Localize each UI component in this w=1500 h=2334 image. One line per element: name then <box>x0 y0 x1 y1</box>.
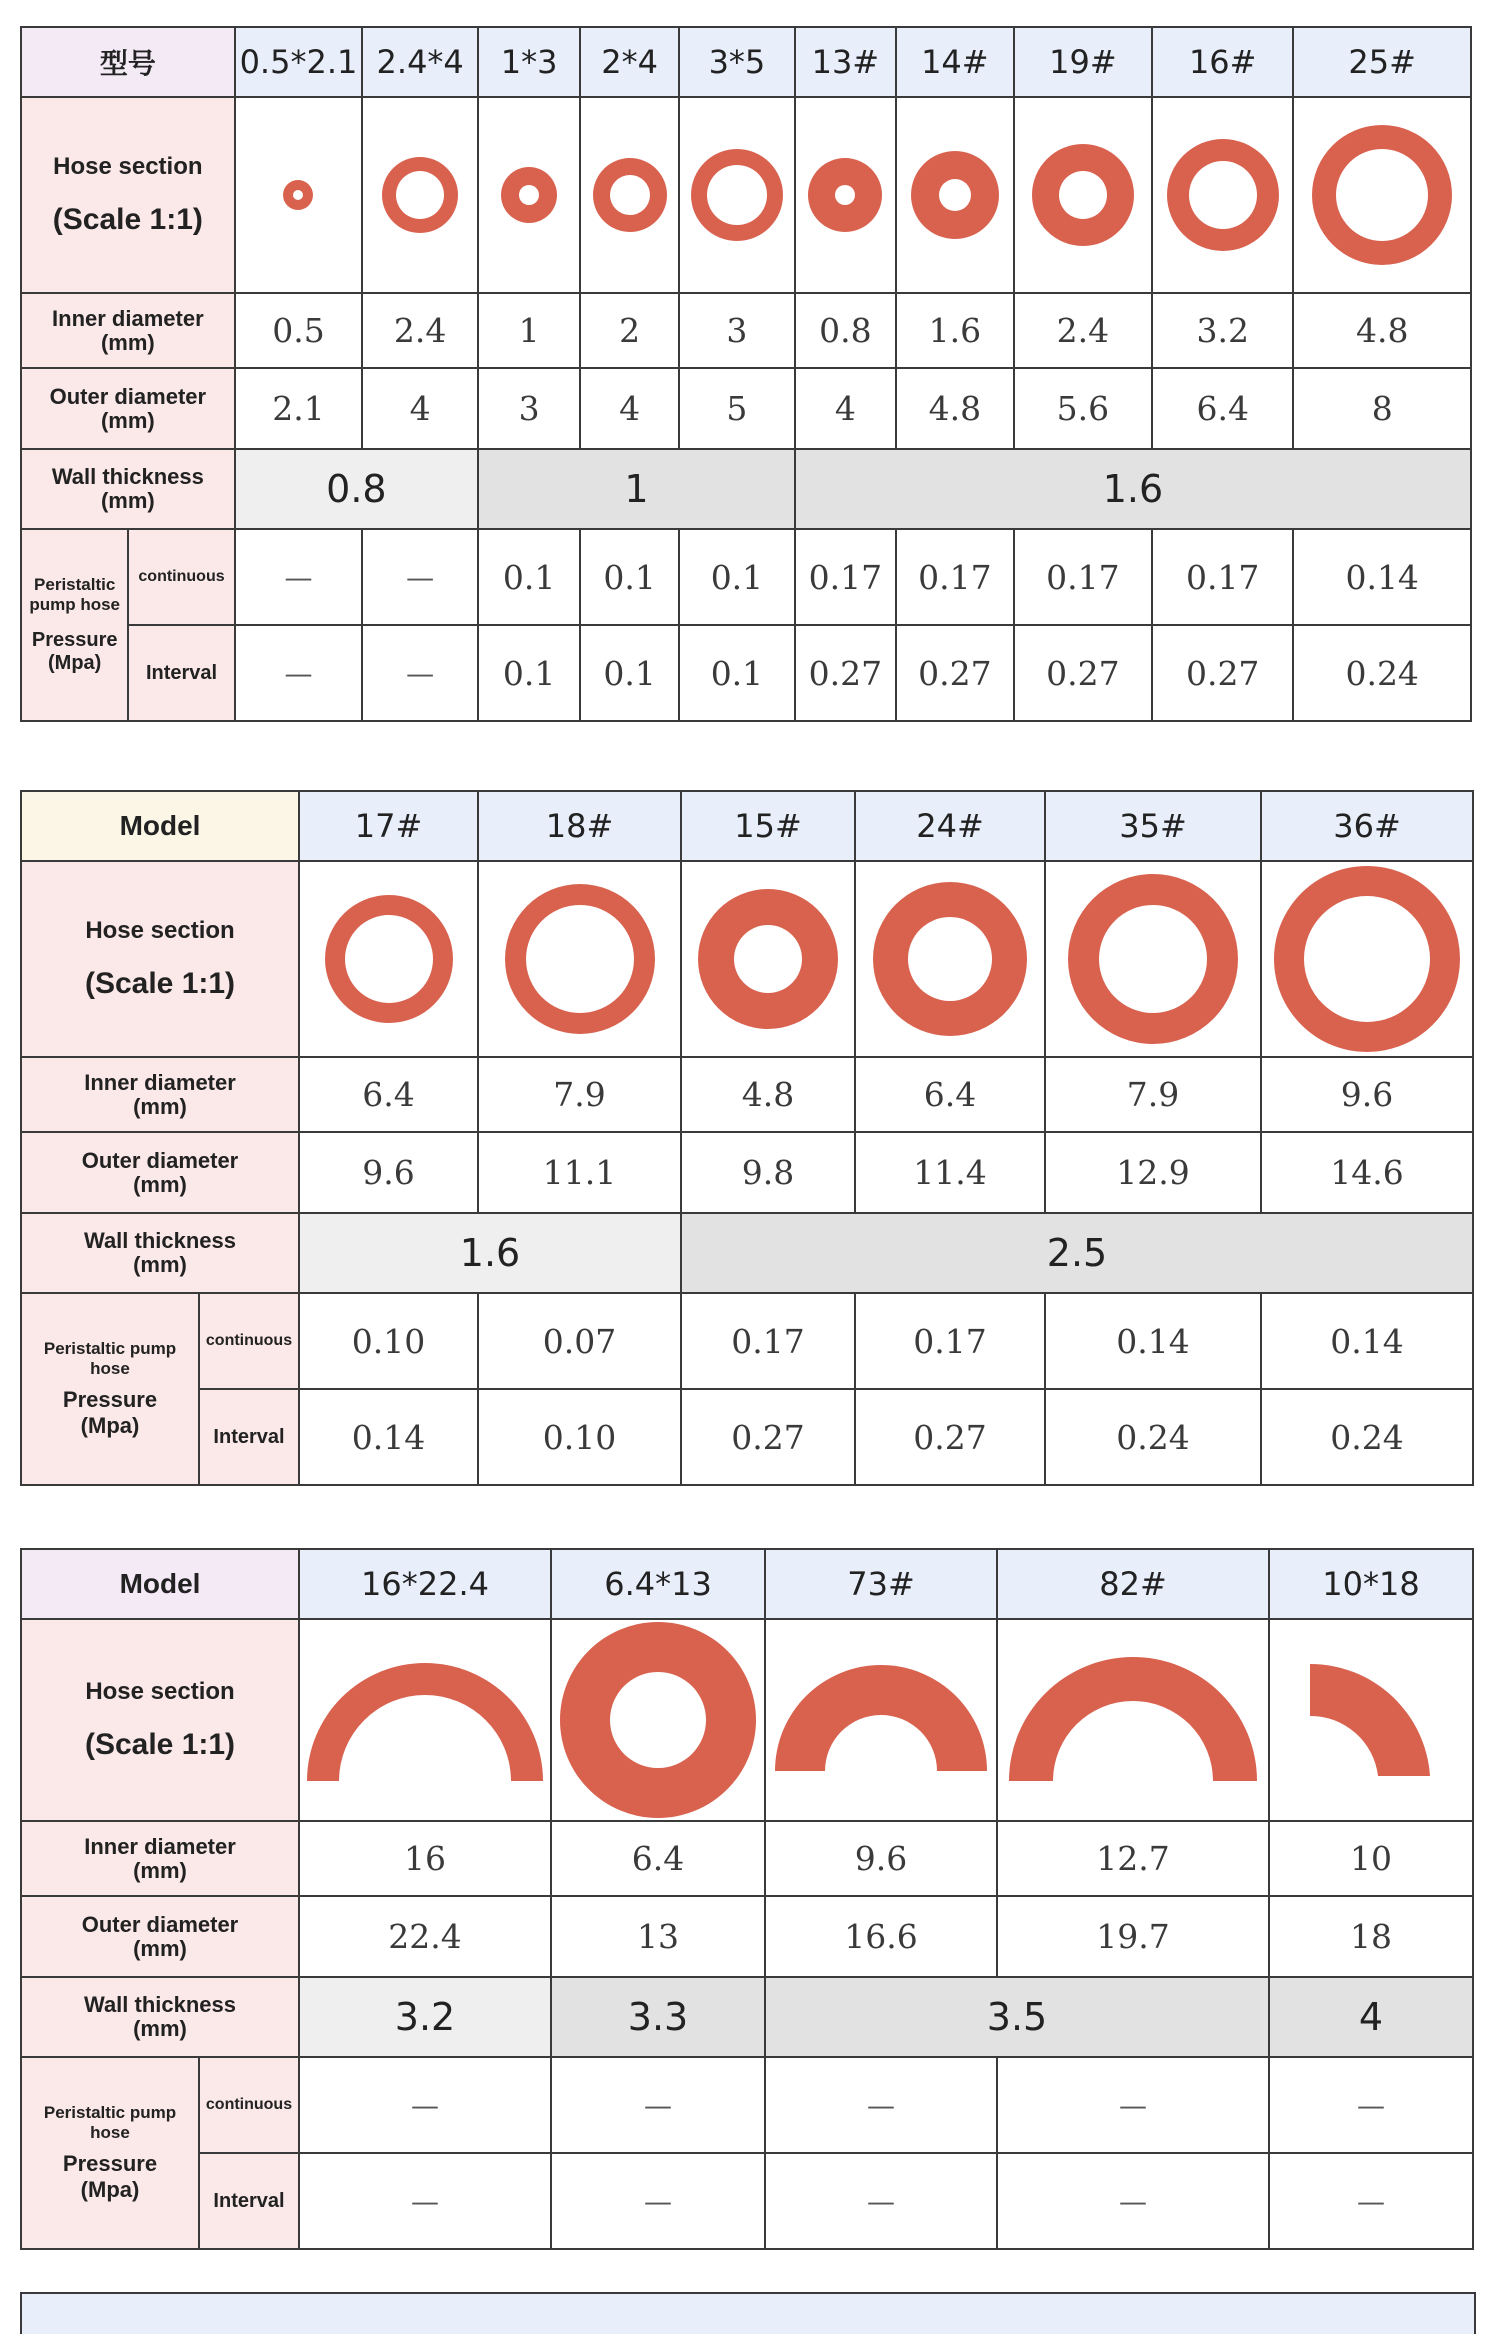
outer-diameter-label: Outer diameter (mm) <box>21 1132 299 1213</box>
hose-ring-cell <box>681 861 855 1057</box>
hose-ring-icon <box>1163 135 1283 255</box>
interval-value: 0.24 <box>1045 1389 1261 1485</box>
hose-ring-icon <box>558 1620 758 1820</box>
hose-section-text: Hose section <box>53 153 203 180</box>
inner-diameter-value: 6.4 <box>551 1821 765 1896</box>
continuous-value: — <box>551 2057 765 2153</box>
hose-ring-cell <box>1045 861 1261 1057</box>
hose-ring-cell <box>235 97 363 293</box>
hose-ring-cell <box>551 1619 765 1821</box>
spec-table-3 <box>20 1548 1474 2250</box>
hose-ring-cell <box>896 97 1014 293</box>
hose-ring-icon <box>375 150 465 240</box>
continuous-value: 0.10 <box>299 1293 478 1389</box>
interval-value: 0.24 <box>1293 625 1471 721</box>
hose-arch-cell <box>765 1619 997 1821</box>
scale-text: (Scale 1:1) <box>84 967 236 1000</box>
model-cell: 6.4*13 <box>551 1549 765 1619</box>
model-cell: 15# <box>681 791 855 861</box>
inner-diameter-value: 7.9 <box>1045 1057 1261 1132</box>
pressure-text: Pressure <box>62 1387 158 1412</box>
model-cell: 2.4*4 <box>362 27 478 97</box>
inner-diameter-value: 0.5 <box>235 293 363 368</box>
continuous-value: 0.07 <box>478 1293 681 1389</box>
outer-diameter-value: 8 <box>1293 368 1471 449</box>
outer-diameter-value: 2.1 <box>235 368 363 449</box>
inner-diameter-value: 7.9 <box>478 1057 681 1132</box>
wall-thickness-value: 3.2 <box>299 1977 551 2057</box>
wall-thickness-value: 1.6 <box>299 1213 681 1293</box>
outer-diameter-value: 4 <box>580 368 679 449</box>
hose-arch-icon <box>771 1665 991 1775</box>
model-cell: 18# <box>478 791 681 861</box>
outer-diameter-label: Outer diameter (mm) <box>21 368 235 449</box>
pressure-label <box>21 2057 199 2249</box>
inner-diameter-value: 2.4 <box>362 293 478 368</box>
continuous-label: continuous <box>128 529 234 625</box>
hose-arch-icon <box>303 1655 547 1785</box>
inner-diameter-value: 4.8 <box>1293 293 1471 368</box>
inner-diameter-value: 6.4 <box>299 1057 478 1132</box>
inner-diameter-value: 2.4 <box>1014 293 1152 368</box>
inner-diameter-value: 0.8 <box>795 293 896 368</box>
outer-diameter-value: 11.4 <box>855 1132 1045 1213</box>
outer-diameter-label: Outer diameter (mm) <box>21 1896 299 1977</box>
model-cell: 73# <box>765 1549 997 1619</box>
inner-diameter-label: Inner diameter (mm) <box>21 1821 299 1896</box>
interval-value: 0.10 <box>478 1389 681 1485</box>
interval-value: 0.1 <box>679 625 795 721</box>
continuous-value: 0.1 <box>679 529 795 625</box>
hose-arch-cell <box>997 1619 1269 1821</box>
continuous-value: 0.14 <box>1045 1293 1261 1389</box>
model-cell: 25# <box>1293 27 1471 97</box>
spec-table-1 <box>20 26 1472 722</box>
inner-diameter-value: 12.7 <box>997 1821 1269 1896</box>
inner-diameter-label: Inner diameter (mm) <box>21 1057 299 1132</box>
continuous-value: 0.1 <box>580 529 679 625</box>
wall-thickness-value: 0.8 <box>235 449 478 529</box>
inner-diameter-value: 2 <box>580 293 679 368</box>
model-cell: 35# <box>1045 791 1261 861</box>
wall-thickness-value: 3.3 <box>551 1977 765 2057</box>
interval-value: 0.24 <box>1261 1389 1473 1485</box>
model-cell: 17# <box>299 791 478 861</box>
model-cell: 14# <box>896 27 1014 97</box>
outer-diameter-value: 4 <box>362 368 478 449</box>
hose-ring-icon <box>1065 871 1241 1047</box>
continuous-value: 0.1 <box>478 529 580 625</box>
continuous-value: — <box>235 529 363 625</box>
model-cell: 13# <box>795 27 896 97</box>
hose-ring-icon <box>1028 140 1138 250</box>
inner-diameter-value: 10 <box>1269 1821 1473 1896</box>
hose-ring-cell <box>1014 97 1152 293</box>
inner-diameter-value: 3.2 <box>1152 293 1293 368</box>
interval-label: Interval <box>199 1389 299 1485</box>
continuous-value: — <box>362 529 478 625</box>
continuous-label: continuous <box>199 2057 299 2153</box>
hose-ring-icon <box>907 147 1003 243</box>
scale-text: (Scale 1:1) <box>52 203 203 236</box>
hose-ring-icon <box>500 879 660 1039</box>
model-cell: 36# <box>1261 791 1473 861</box>
outer-diameter-value: 4 <box>795 368 896 449</box>
pump-hose-text: Peristaltic pump hose <box>43 2103 177 2142</box>
hose-ring-icon <box>1307 120 1457 270</box>
hose-ring-cell <box>1293 97 1471 293</box>
outer-diameter-value: 14.6 <box>1261 1132 1473 1213</box>
pump-hose-text: Peristaltic pump hose <box>43 1339 177 1378</box>
continuous-value: — <box>765 2057 997 2153</box>
outer-diameter-value: 13 <box>551 1896 765 1977</box>
model-cell: 16# <box>1152 27 1293 97</box>
pressure-text: Pressure (Mpa) <box>31 629 118 674</box>
wall-thickness-label: Wall thickness (mm) <box>21 1977 299 2057</box>
scale-text: (Scale 1:1) <box>84 1728 236 1761</box>
interval-value: — <box>1269 2153 1473 2249</box>
model-cell: 24# <box>855 791 1045 861</box>
continuous-value: 0.17 <box>1014 529 1152 625</box>
outer-diameter-value: 11.1 <box>478 1132 681 1213</box>
interval-value: 0.27 <box>1014 625 1152 721</box>
interval-value: 0.1 <box>478 625 580 721</box>
model-header-label: 型号 <box>21 27 235 97</box>
model-header-label: Model <box>21 1549 299 1619</box>
wall-thickness-value: 1.6 <box>795 449 1471 529</box>
model-cell: 2*4 <box>580 27 679 97</box>
hose-ring-cell <box>362 97 478 293</box>
hose-ring-cell <box>855 861 1045 1057</box>
interval-value: 0.27 <box>855 1389 1045 1485</box>
interval-value: — <box>362 625 478 721</box>
hose-ring-cell <box>1261 861 1473 1057</box>
interval-value: — <box>299 2153 551 2249</box>
hose-ring-icon <box>800 150 890 240</box>
outer-diameter-value: 19.7 <box>997 1896 1269 1977</box>
continuous-value: 0.17 <box>896 529 1014 625</box>
continuous-value: 0.14 <box>1293 529 1471 625</box>
interval-label: Interval <box>199 2153 299 2249</box>
model-cell: 1*3 <box>478 27 580 97</box>
model-cell: 19# <box>1014 27 1152 97</box>
outer-diameter-value: 6.4 <box>1152 368 1293 449</box>
pressure-text: Pressure <box>62 2151 158 2176</box>
model-cell: 10*18 <box>1269 1549 1473 1619</box>
hose-ring-icon <box>319 889 459 1029</box>
outer-diameter-value: 5.6 <box>1014 368 1152 449</box>
wall-thickness-label: Wall thickness (mm) <box>21 449 235 529</box>
continuous-value: — <box>997 2057 1269 2153</box>
hose-section-label <box>21 1619 299 1821</box>
inner-diameter-value: 1.6 <box>896 293 1014 368</box>
hose-ring-cell <box>478 97 580 293</box>
wall-thickness-label: Wall thickness (mm) <box>21 1213 299 1293</box>
hose-arch-cell <box>299 1619 551 1821</box>
pressure-unit-text: (Mpa) <box>80 1413 140 1438</box>
wall-thickness-value: 2.5 <box>681 1213 1473 1293</box>
wall-thickness-value: 1 <box>478 449 795 529</box>
hose-ring-cell <box>795 97 896 293</box>
outer-diameter-value: 22.4 <box>299 1896 551 1977</box>
outer-diameter-value: 5 <box>679 368 795 449</box>
hose-ring-icon <box>689 147 785 243</box>
interval-value: 0.27 <box>896 625 1014 721</box>
pressure-unit-text: (Mpa) <box>80 2177 140 2202</box>
outer-diameter-value: 18 <box>1269 1896 1473 1977</box>
model-header-label: Model <box>21 791 299 861</box>
hose-ring-cell <box>1152 97 1293 293</box>
continuous-value: 0.17 <box>855 1293 1045 1389</box>
model-cell: 3*5 <box>679 27 795 97</box>
outer-diameter-value: 4.8 <box>896 368 1014 449</box>
interval-value: 0.27 <box>1152 625 1293 721</box>
wall-thickness-value: 3.5 <box>765 1977 1269 2057</box>
inner-diameter-value: 1 <box>478 293 580 368</box>
wall-thickness-value: 4 <box>1269 1977 1473 2057</box>
hose-quarter-cell <box>1269 1619 1473 1821</box>
hose-ring-icon <box>693 884 843 1034</box>
outer-diameter-value: 16.6 <box>765 1896 997 1977</box>
hose-ring-icon <box>1272 864 1462 1054</box>
hose-ring-cell <box>580 97 679 293</box>
inner-diameter-value: 9.6 <box>1261 1057 1473 1132</box>
interval-value: — <box>235 625 363 721</box>
inner-diameter-value: 6.4 <box>855 1057 1045 1132</box>
continuous-value: 0.17 <box>1152 529 1293 625</box>
pressure-label <box>21 529 128 721</box>
continuous-value: 0.17 <box>795 529 896 625</box>
interval-value: — <box>997 2153 1269 2249</box>
interval-label: Interval <box>128 625 234 721</box>
continuous-label: continuous <box>199 1293 299 1389</box>
inner-diameter-value: 3 <box>679 293 795 368</box>
outer-diameter-value: 9.6 <box>299 1132 478 1213</box>
inner-diameter-value: 16 <box>299 1821 551 1896</box>
next-table-header-cutoff <box>20 2292 1476 2334</box>
interval-value: 0.27 <box>681 1389 855 1485</box>
continuous-value: 0.17 <box>681 1293 855 1389</box>
model-cell: 16*22.4 <box>299 1549 551 1619</box>
pressure-label <box>21 1293 199 1485</box>
hose-ring-icon <box>268 165 328 225</box>
hose-arch-icon <box>1005 1655 1261 1785</box>
continuous-value: — <box>1269 2057 1473 2153</box>
outer-diameter-value: 9.8 <box>681 1132 855 1213</box>
hose-ring-cell <box>478 861 681 1057</box>
hose-ring-cell <box>299 861 478 1057</box>
continuous-value: 0.14 <box>1261 1293 1473 1389</box>
inner-diameter-value: 4.8 <box>681 1057 855 1132</box>
hose-section-text: Hose section <box>85 917 235 944</box>
hose-section-label <box>21 97 235 293</box>
hose-section-text: Hose section <box>85 1678 235 1705</box>
interval-value: — <box>765 2153 997 2249</box>
model-cell: 82# <box>997 1549 1269 1619</box>
interval-value: — <box>551 2153 765 2249</box>
continuous-value: — <box>299 2057 551 2153</box>
hose-ring-cell <box>679 97 795 293</box>
interval-value: 0.27 <box>795 625 896 721</box>
interval-value: 0.1 <box>580 625 679 721</box>
hose-ring-icon <box>494 160 564 230</box>
hose-ring-icon <box>585 150 675 240</box>
hose-section-label <box>21 861 299 1057</box>
pump-hose-text: Peristaltic pump hose <box>29 575 121 614</box>
hose-ring-icon <box>870 879 1030 1039</box>
model-cell: 0.5*2.1 <box>235 27 363 97</box>
outer-diameter-value: 12.9 <box>1045 1132 1261 1213</box>
hose-quarter-icon <box>1306 1660 1436 1780</box>
outer-diameter-value: 3 <box>478 368 580 449</box>
inner-diameter-label: Inner diameter (mm) <box>21 293 235 368</box>
inner-diameter-value: 9.6 <box>765 1821 997 1896</box>
interval-value: 0.14 <box>299 1389 478 1485</box>
spec-table-2 <box>20 790 1474 1486</box>
